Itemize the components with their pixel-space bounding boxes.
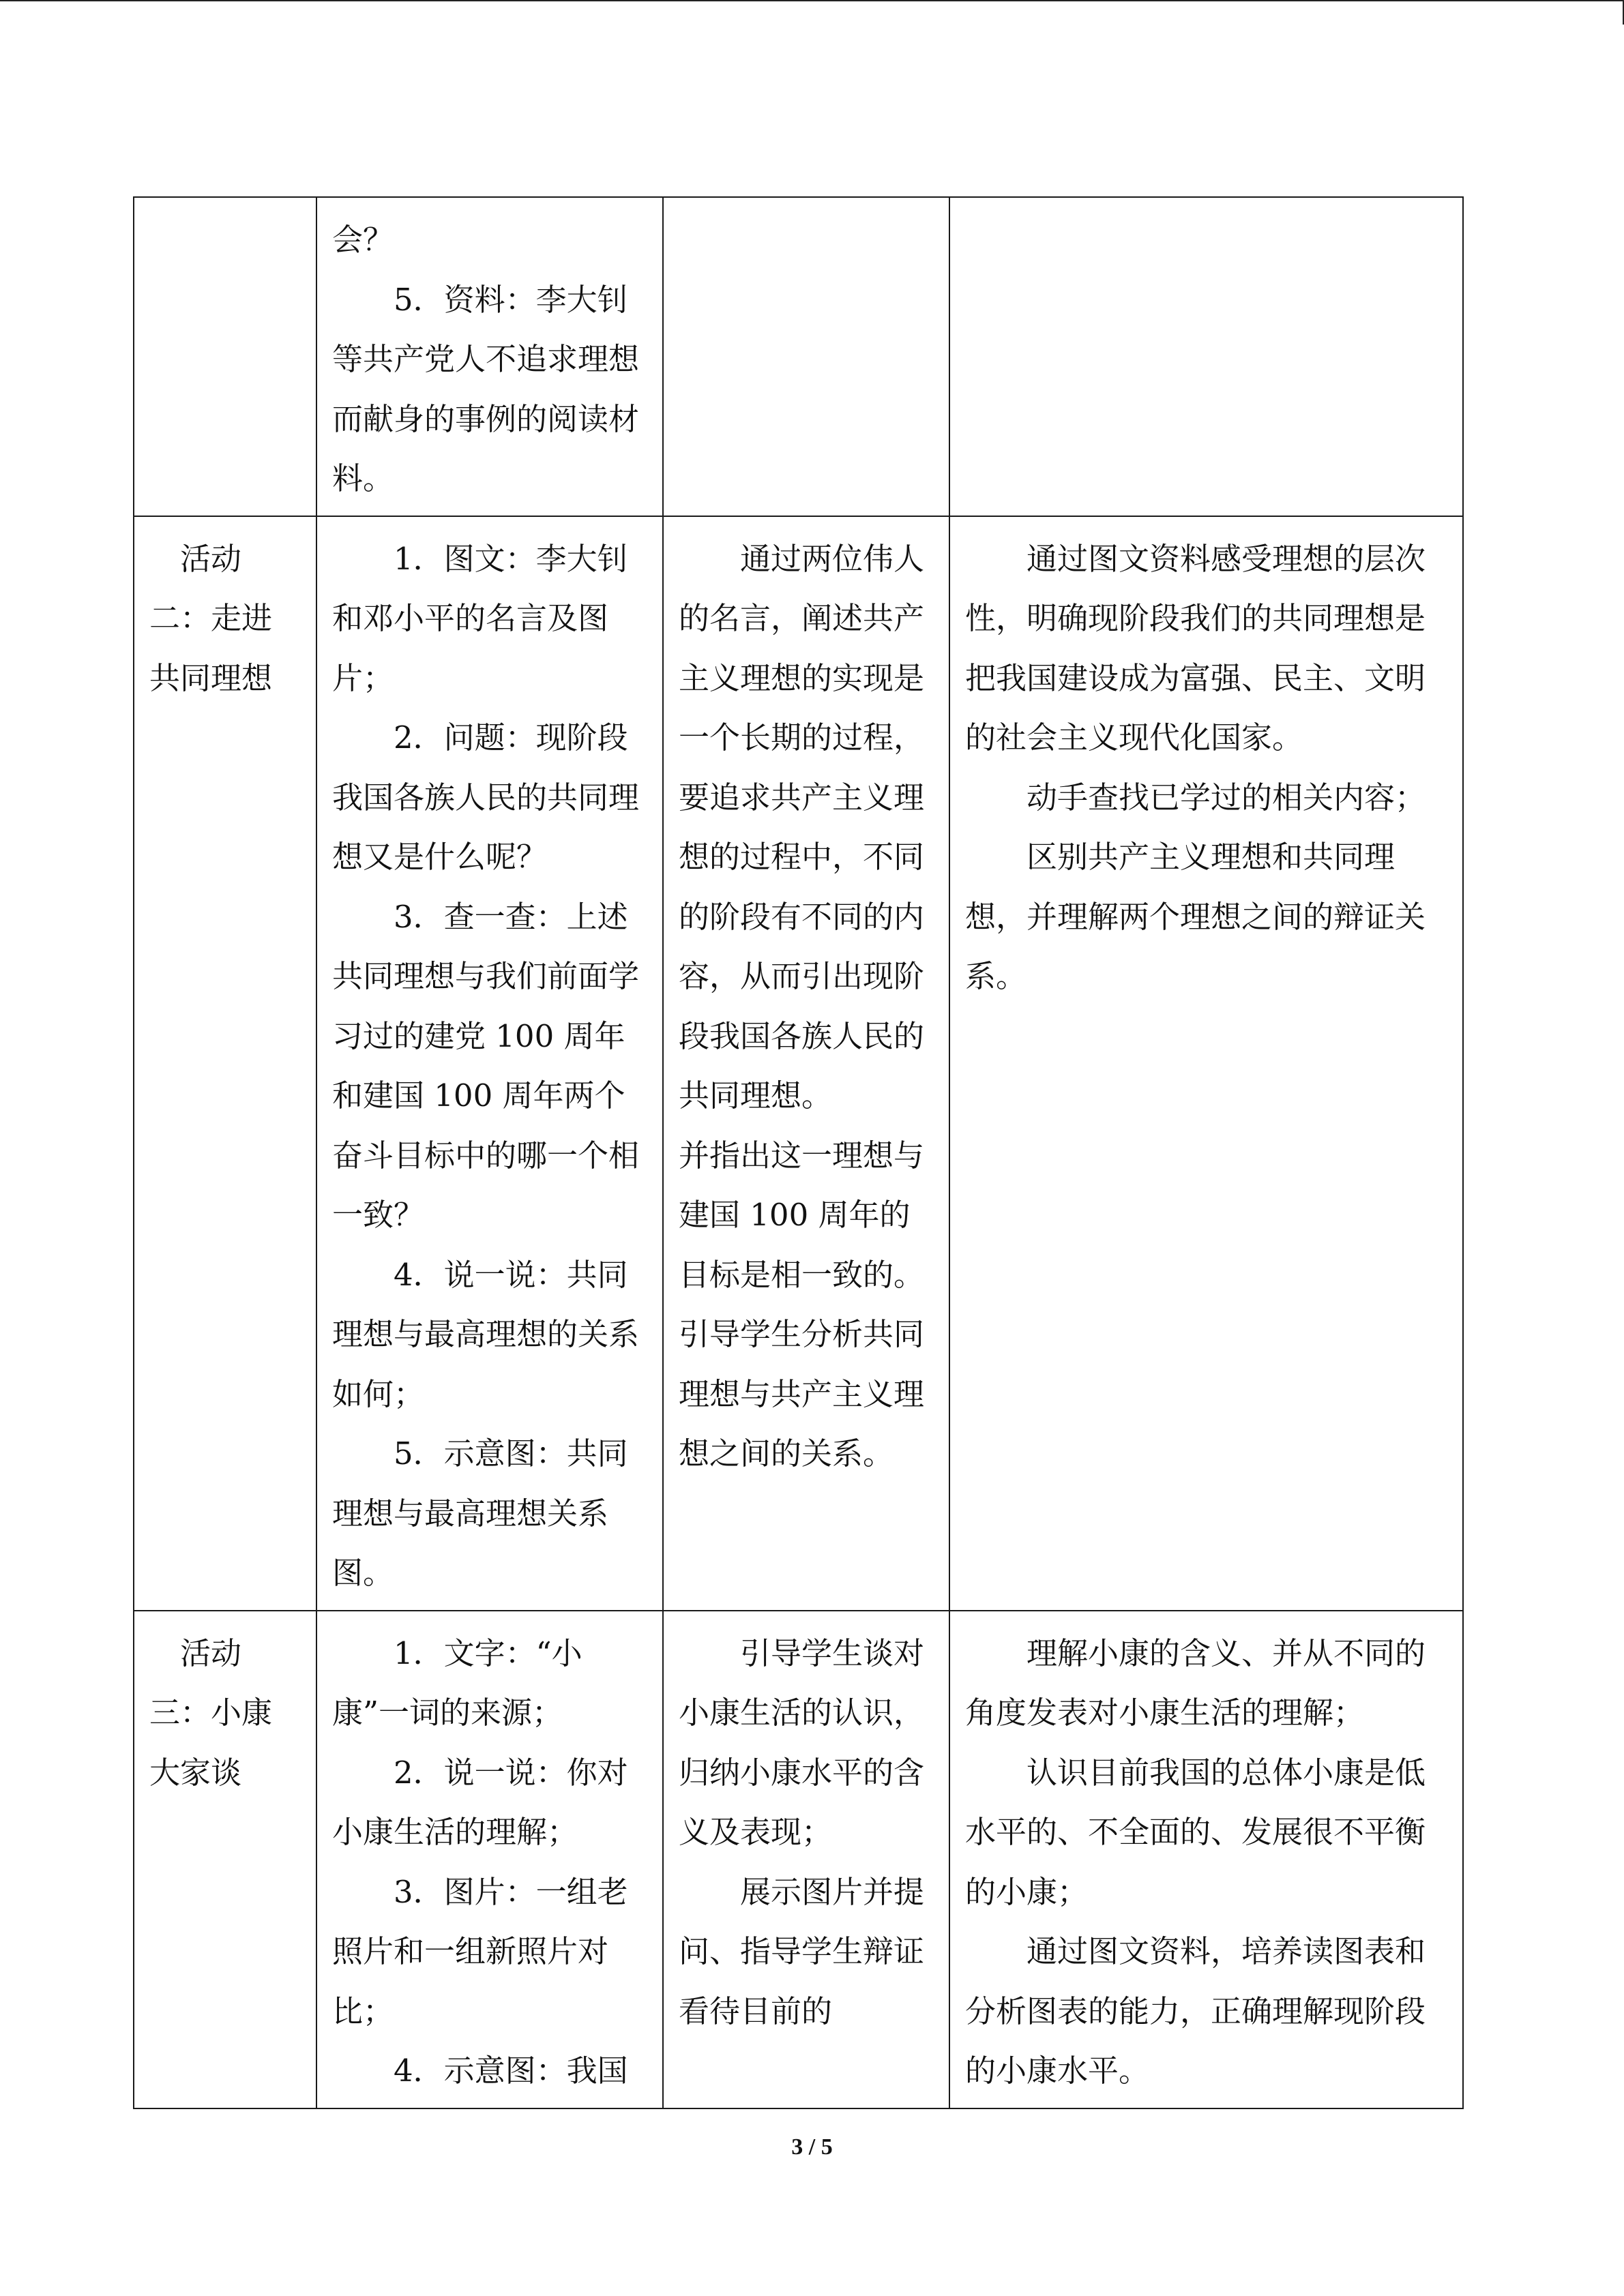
page-top-border [0, 0, 1624, 1]
design-paragraph: 动手查找已学过的相关内容； [1027, 779, 1426, 816]
teacher-activity-cell [663, 1611, 949, 2108]
resource-item: 5．示意图：共同理想与最高理想关系图。 [332, 1435, 628, 1591]
design-intent-cell [949, 516, 1463, 1611]
activity-title: 活动二：走进共同理想 [149, 540, 273, 696]
design-paragraph: 通过图文资料感受理想的层次性，明确现阶段我们的共同理想是把我国建设成为富强、民主、文明的社会主义现代化国家。 [965, 540, 1426, 756]
resource-item: 1．文字：“小康”一词的来源； [332, 1635, 582, 1731]
teacher-activity-cell [663, 516, 949, 1611]
resource-item: 2．说一说：你对小康生活的理解； [332, 1754, 628, 1850]
activity-cell [134, 1611, 316, 2108]
activity-cell [134, 516, 316, 1611]
lesson-plan-table [133, 196, 1464, 2109]
design-paragraph: 理解小康的含义、并从不同的角度发表对小康生活的理解； [965, 1635, 1426, 1731]
resource-item: 5．资料：李大钊等共产党人不追求理想而献身的事例的阅读材料。 [332, 281, 640, 496]
activity-title: 活动三：小康大家谈 [149, 1635, 273, 1791]
design-paragraph: 通过图文资料，培养读图表和分析图表的能力，正确理解现阶段的小康水平。 [965, 1933, 1426, 2089]
teacher-paragraph: 展示图片并提问、指导学生辩证看待目前的 [679, 1873, 925, 2029]
resource-item: 2．问题：现阶段我国各族人民的共同理想又是什么呢？ [332, 719, 640, 875]
teacher-paragraph: 并指出这一理想与建国 100 周年的目标是相一致的。引导学生分析共同理想与共产主义理想之间的关系。 [679, 1137, 925, 1472]
design-paragraph: 区别共产主义理想和共同理想，并理解两个理想之间的辩证关系。 [965, 839, 1426, 994]
table-row [134, 197, 1463, 516]
resource-item: 3．查一查：上述共同理想与我们前面学习过的建党 100 周年和建国 100 周年两个奋斗目标中的哪一个相一致？ [332, 898, 640, 1233]
teacher-paragraph: 引导学生谈对小康生活的认识，归纳小康水平的含义及表现； [679, 1635, 925, 1850]
resource-item: 1．图文：李大钊和邓小平的名言及图片； [332, 540, 628, 696]
design-intent-cell [949, 1611, 1463, 2108]
resources-cell [316, 197, 663, 516]
resources-cell [316, 1611, 663, 2108]
resource-item: 4．说一说：共同理想与最高理想的关系如何； [332, 1256, 640, 1412]
table-row [134, 516, 1463, 1611]
design-intent-cell [949, 197, 1463, 516]
activity-cell [134, 197, 316, 516]
design-paragraph: 认识目前我国的总体小康是低水平的、不全面的、发展很不平衡的小康； [965, 1754, 1426, 1910]
teacher-paragraph: 通过两位伟人的名言，阐述共产主义理想的实现是一个长期的过程，要追求共产主义理想的过程中，不同的阶段有不同的内容，从而引出现阶段我国各族人民的共同理想。 [679, 540, 925, 1114]
page-number: 3 / 5 [791, 2134, 833, 2160]
resource-item: 会？ [332, 222, 394, 258]
resource-item: 4．示意图：我国 [394, 2053, 628, 2089]
resources-cell [316, 516, 663, 1611]
table-row [134, 1611, 1463, 2108]
teacher-activity-cell [663, 197, 949, 516]
resource-item: 3．图片：一组老照片和一组新照片对比； [332, 1873, 628, 2029]
